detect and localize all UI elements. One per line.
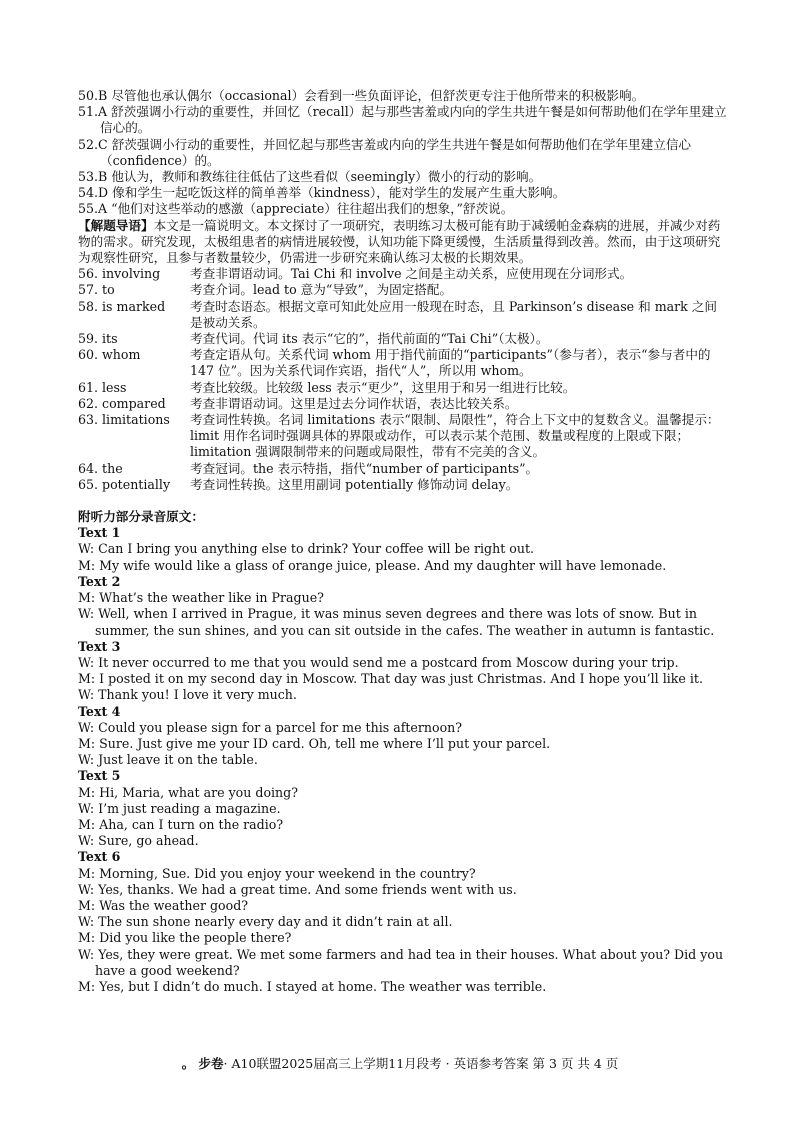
answer-row	[78, 331, 728, 347]
answer-row	[78, 412, 728, 461]
listening-transcript	[78, 525, 728, 995]
listening-text-block	[78, 768, 728, 849]
listening-text-block	[78, 849, 728, 995]
answer-explanation: 考查代词。代词 its 表示“它的”，指代前面的“Tai Chi”（太极）。	[190, 331, 549, 347]
answer-item	[78, 185, 728, 201]
answer-key: 56. involving	[78, 266, 161, 282]
dialogue-line: M: Hi, Maria, what are you doing?	[78, 784, 298, 800]
footer-text: · A10联盟2025届高三上学期11月段考 · 英语参考答案 第 3 页 共 4 页	[223, 1056, 619, 1071]
dialogue-line: W: Could you please sign for a parcel for me this afternoon?	[78, 719, 463, 735]
answer-row	[78, 282, 728, 298]
answer-number: 54.D	[78, 185, 109, 201]
answer-number: 52.C	[78, 136, 108, 152]
dialogue-line: W: Just leave it on the table.	[78, 752, 258, 768]
answer-explanation: 他认为，教师和教练往往低估了这些看似（seemingly）微小的行动的影响。	[111, 169, 542, 185]
listening-text-title: Text 4	[78, 703, 121, 719]
listening-text-block	[78, 525, 728, 574]
listening-text-title: Text 6	[78, 849, 121, 865]
answer-number: 50.B	[78, 88, 108, 103]
document-body	[78, 88, 728, 995]
answer-explanation: 考查冠词。the 表示特指，指代“number of participants”。	[190, 460, 539, 476]
answer-item	[78, 104, 728, 136]
answer-list-cloze	[78, 88, 728, 218]
listening-text-title: Text 5	[78, 768, 121, 784]
dialogue-line: W: Thank you! I love it very much.	[78, 687, 297, 703]
answer-item	[78, 88, 728, 104]
answer-row	[78, 347, 728, 379]
answer-item	[78, 201, 728, 217]
answer-explanation: 考查非谓语动词。Tai Chi 和 involve 之间是主动关系，应使用现在分词形式。	[190, 266, 633, 282]
dialogue-line: W: I’m just reading a magazine.	[78, 800, 281, 816]
listening-text-block	[78, 704, 728, 769]
dialogue-line: M: Yes, but I didn’t do much. I stayed at home. The weather was terrible.	[78, 978, 547, 994]
answer-explanation: 尽管他也承认偶尔（occasional）会看到一些负面评论，但舒茨更专注于他所带来的积极影响。	[111, 88, 645, 103]
answer-explanation: 像和学生一起吃饭这样的简单善举（kindness），能对学生的发展产生重大影响。	[112, 185, 566, 201]
dialogue-line: W: Can I bring you anything else to drink? Your coffee will be right out.	[78, 541, 535, 557]
guide-text: 本文是一篇说明文。本文探讨了一项研究，表明练习太极可能有助于减缓帕金森病的进展，并减少对药物的需求。研究发现，太极组患者的病情进展较慢，认知功能下降更缓慢，生活质量得到改善。然而，由于这项研究为观察性研究，且参与者数量较少，仍需进一步研究来确认练习太极的长期效果。	[78, 217, 721, 266]
dialogue-line: W: It never occurred to me that you would send me a postcard from Moscow during your trip.	[78, 654, 679, 670]
answer-explanation: 考查比较级。比较级 less 表示“更少”，这里用于和另一组进行比较。	[190, 379, 576, 395]
answer-row	[78, 396, 728, 412]
dialogue-line: M: I posted it on my second day in Moscow. That day was just Christmas. And I hope you’ll like it.	[78, 671, 703, 687]
answer-explanation: 考查介词。lead to 意为“导致”，为固定搭配。	[190, 282, 453, 298]
answer-number: 53.B	[78, 169, 108, 185]
dialogue-line: W: The sun shone nearly every day and it didn’t rain at all.	[78, 914, 453, 930]
answer-explanation: 舒茨强调小行动的重要性，并回忆（recall）起与那些害羞或内向的学生共进午餐是如何帮助他们在学年里建立信心的。	[100, 104, 727, 136]
answer-explanation: 考查词性转换。名词 limitations 表示“限制、局限性”，符合上下文中的复数含义。温馨提示：limit 用作名词时强调具体的界限或动作，可以表示某个范围、数量或程度的上限或下限；limitation 强调限制带来的问题或局限性，带有不完美的含义。	[190, 412, 720, 460]
dialogue-line: M: Was the weather good?	[78, 897, 249, 913]
guide-tag: 【解题导语】	[78, 217, 154, 233]
dialogue-line: W: Well, when I arrived in Prague, it was minus seven degrees and there was lots of snow. But in summer, the sun shines, and you can sit outside in the cafes. The weather in autumn is fantastic.	[78, 606, 715, 638]
listening-text-title: Text 3	[78, 638, 121, 654]
answer-row	[78, 380, 728, 396]
answer-key: 58. is marked	[78, 298, 166, 314]
answer-list-grammar	[78, 266, 728, 493]
answer-item	[78, 169, 728, 185]
listening-text-block	[78, 639, 728, 704]
answer-row	[78, 477, 728, 493]
answer-explanation: 考查非谓语动词。这里是过去分词作状语，表达比较关系。	[190, 395, 518, 411]
answer-key: 57. to	[78, 282, 115, 298]
answer-explanation: 考查时态语态。根据文章可知此处应用一般现在时态，且 Parkinson’s disease 和 mark 之间是被动关系。	[190, 298, 718, 330]
dialogue-line: W: Yes, thanks. We had a great time. And some friends went with us.	[78, 881, 517, 897]
listening-text-title: Text 2	[78, 573, 121, 589]
dialogue-line: M: What’s the weather like in Prague?	[78, 590, 324, 606]
answer-explanation: 考查定语从句。关系代词 whom 用于指代前面的“participants”（参与者），表示“参与者中的 147 位”。因为关系代词作宾语，指代“人”，所以用 whom。	[190, 347, 711, 379]
dialogue-line: W: Yes, they were great. We met some farmers and had tea in their houses. What about you? Did you have a good weekend?	[78, 946, 724, 978]
answer-row	[78, 266, 728, 282]
dialogue-line: M: Sure. Just give me your ID card. Oh, tell me where I’ll put your parcel.	[78, 735, 551, 751]
passage-guide	[78, 218, 728, 267]
answer-explanation: 舒茨强调小行动的重要性，并回忆起与那些害羞或内向的学生共进午餐是如何帮助他们在学年里建立信心（confidence）的。	[100, 136, 691, 168]
dialogue-line: M: Did you like the people there?	[78, 930, 292, 946]
answer-key: 61. less	[78, 379, 127, 395]
answer-key: 62. compared	[78, 395, 166, 411]
dialogue-line: M: Aha, can I turn on the radio?	[78, 816, 284, 832]
answer-key: 59. its	[78, 331, 118, 347]
answer-row	[78, 299, 728, 331]
answer-item	[78, 137, 728, 169]
dialogue-line: M: Morning, Sue. Did you enjoy your weekend in the country?	[78, 865, 476, 881]
answer-number: 51.A	[78, 104, 108, 120]
answer-key: 60. whom	[78, 347, 141, 363]
answer-key: 65. potentially	[78, 476, 171, 492]
answer-explanation: “他们对这些举动的感激（appreciate）往往超出我们的想象，”舒茨说。	[111, 201, 514, 217]
answer-key: 63. limitations	[78, 412, 170, 428]
listening-heading: 附听力部分录音原文：	[78, 509, 204, 525]
listening-text-title: Text 1	[78, 525, 121, 541]
dialogue-line: W: Sure, go ahead.	[78, 833, 199, 849]
listening-text-block	[78, 574, 728, 639]
answer-explanation: 考查词性转换。这里用副词 potentially 修饰动词 delay。	[190, 476, 519, 492]
answer-number: 55.A	[78, 201, 108, 217]
answer-key: 64. the	[78, 460, 123, 476]
answer-row	[78, 461, 728, 477]
brand-logo: 。 步卷	[181, 1056, 224, 1071]
page-footer	[0, 1056, 800, 1072]
dialogue-line: M: My wife would like a glass of orange juice, please. And my daughter will have lemonade.	[78, 557, 667, 573]
